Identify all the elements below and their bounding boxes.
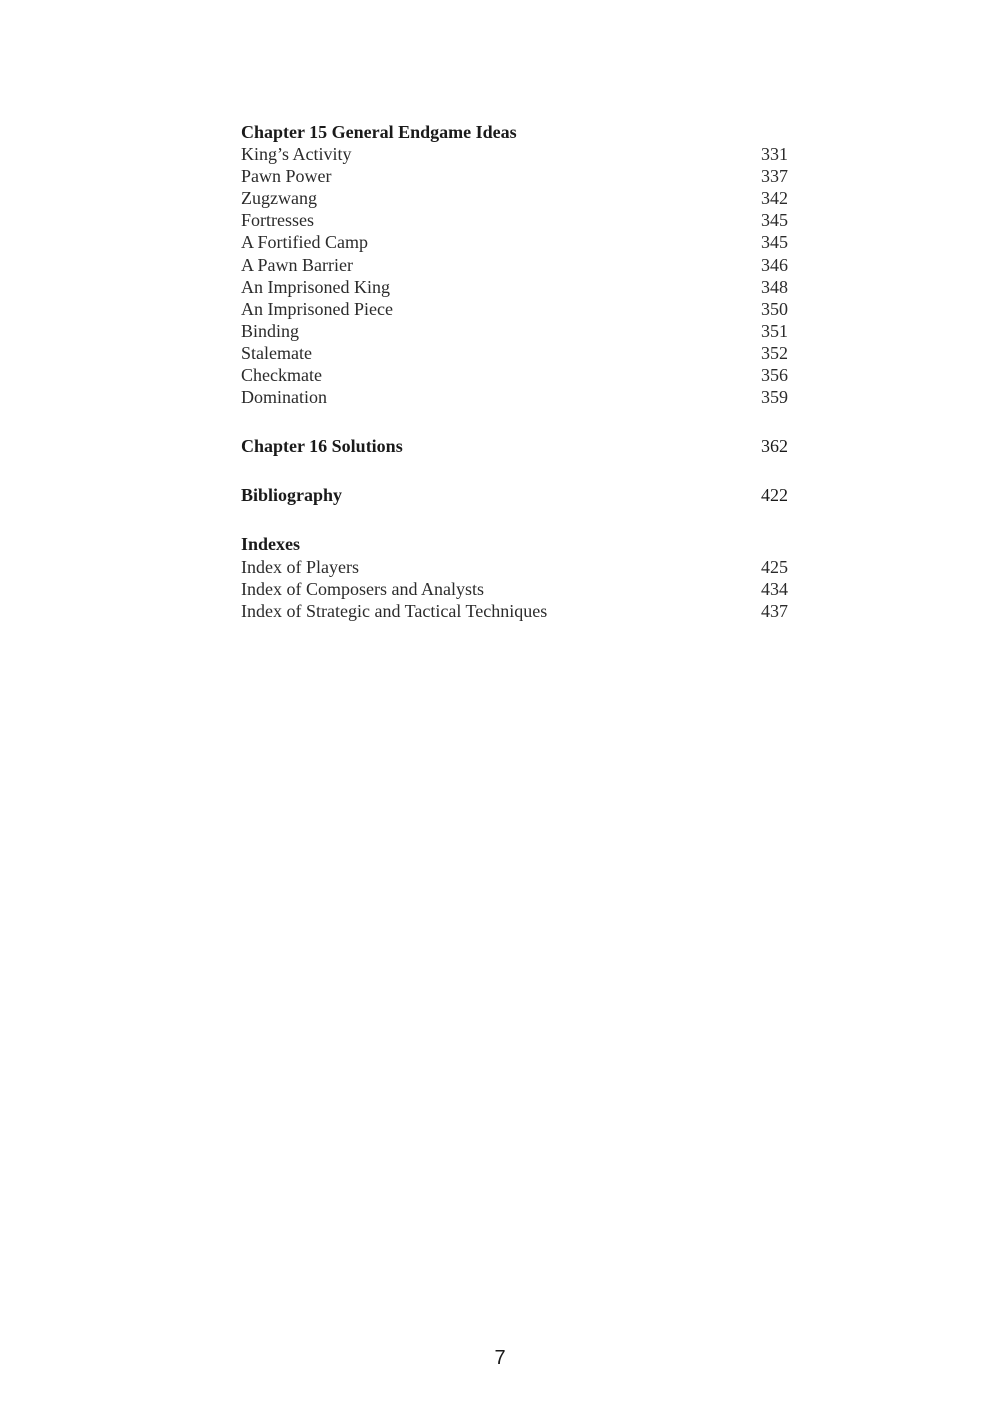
chapter-15-heading — [241, 121, 788, 143]
toc-entry-page: 352 — [761, 342, 788, 363]
toc-entry-label: Index of Composers and Analysts — [241, 578, 484, 599]
toc-entry-page: 346 — [761, 254, 788, 275]
toc-entry-page: 434 — [761, 578, 788, 599]
table-of-contents — [241, 121, 788, 622]
toc-entry-label: An Imprisoned Piece — [241, 298, 393, 319]
toc-entry-label: Fortresses — [241, 210, 314, 231]
toc-row — [241, 276, 788, 298]
toc-entry-label: A Pawn Barrier — [241, 254, 353, 275]
toc-entry-label: King’s Activity — [241, 144, 352, 165]
toc-entry-label: Stalemate — [241, 342, 312, 363]
toc-entry-page: 342 — [761, 188, 788, 209]
toc-row — [241, 231, 788, 253]
toc-row — [241, 342, 788, 364]
toc-entry-page: 437 — [761, 600, 788, 621]
toc-row — [241, 143, 788, 165]
indexes-heading — [241, 533, 788, 555]
bibliography-page: 422 — [761, 485, 788, 506]
chapter-15-section — [241, 121, 788, 408]
indexes-section — [241, 533, 788, 621]
toc-row — [241, 386, 788, 408]
toc-row — [241, 254, 788, 276]
toc-entry-page: 348 — [761, 276, 788, 297]
toc-entry-page: 345 — [761, 232, 788, 253]
chapter-16-title: Chapter 16 Solutions — [241, 436, 403, 457]
chapter-16-page: 362 — [761, 436, 788, 457]
bibliography-heading — [241, 484, 788, 506]
toc-row — [241, 320, 788, 342]
bibliography-title: Bibliography — [241, 485, 343, 506]
toc-entry-label: An Imprisoned King — [241, 276, 390, 297]
toc-entry-page: 350 — [761, 298, 788, 319]
toc-row — [241, 578, 788, 600]
toc-entry-label: Index of Players — [241, 556, 359, 577]
toc-row — [241, 556, 788, 578]
toc-entry-page: 345 — [761, 210, 788, 231]
toc-row — [241, 364, 788, 386]
toc-entry-page: 337 — [761, 166, 788, 187]
chapter-16-section — [241, 435, 788, 457]
toc-entry-page: 359 — [761, 387, 788, 408]
toc-row — [241, 600, 788, 622]
toc-entry-label: Pawn Power — [241, 166, 332, 187]
chapter-15-title: Chapter 15 General Endgame Ideas — [241, 122, 517, 142]
toc-entry-page: 331 — [761, 144, 788, 165]
toc-entry-label: Domination — [241, 387, 327, 408]
toc-entry-page: 356 — [761, 365, 788, 386]
toc-row — [241, 165, 788, 187]
chapter-16-heading — [241, 435, 788, 457]
indexes-title: Indexes — [241, 534, 301, 555]
toc-entry-label: Index of Strategic and Tactical Techniques — [241, 600, 548, 621]
bibliography-section — [241, 484, 788, 506]
toc-entry-page: 425 — [761, 556, 788, 577]
toc-entry-page: 351 — [761, 320, 788, 341]
toc-entry-label: Zugzwang — [241, 188, 317, 209]
page-number: 7 — [494, 1347, 506, 1369]
toc-row — [241, 187, 788, 209]
toc-entry-label: Checkmate — [241, 365, 322, 386]
toc-entry-label: A Fortified Camp — [241, 232, 368, 253]
toc-entry-label: Binding — [241, 320, 300, 341]
toc-row — [241, 298, 788, 320]
toc-row — [241, 209, 788, 231]
